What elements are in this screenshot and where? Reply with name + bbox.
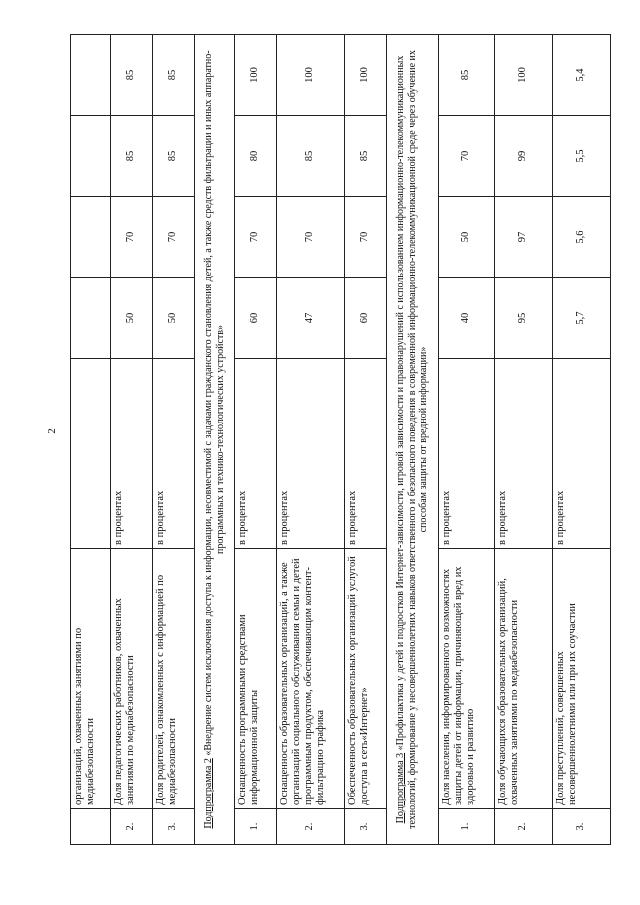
table-row [495, 35, 553, 845]
indicator-name: Обеспеченность образовательных организаций услугой доступа в сеть«Интернет» [345, 549, 387, 809]
value-cell: 100 [495, 35, 553, 116]
row-number: 2. [277, 809, 345, 845]
value-cell: 85 [111, 35, 153, 116]
table-row [439, 35, 495, 845]
row-number [71, 809, 111, 845]
unit-cell: в процентах [235, 359, 277, 549]
value-cell: 50 [153, 278, 195, 359]
value-cell: 100 [235, 35, 277, 116]
value-cell: 60 [235, 278, 277, 359]
table-row [71, 35, 111, 845]
unit-cell [71, 359, 111, 549]
indicator-name: Доля населения, информированного о возможностях защиты детей от информации, причиняющей вред их здоровью и развитию [439, 549, 495, 809]
value-cell: 80 [235, 116, 277, 197]
value-cell: 5,7 [553, 278, 611, 359]
indicator-name: Доля родителей, ознакомленных с информацией по медиабезопасности [153, 549, 195, 809]
row-number: 2. [495, 809, 553, 845]
value-cell: 85 [439, 35, 495, 116]
value-cell: 85 [153, 116, 195, 197]
subprogram-row [387, 35, 439, 845]
value-cell [71, 278, 111, 359]
row-number: 1. [235, 809, 277, 845]
table-row [111, 35, 153, 845]
value-cell: 70 [345, 197, 387, 278]
value-cell: 70 [111, 197, 153, 278]
value-cell [71, 116, 111, 197]
subprogram-3-heading [387, 35, 439, 845]
indicator-name: организаций, охваченных занятиями по медиабезопасности [71, 549, 111, 809]
table-row [235, 35, 277, 845]
value-cell: 70 [277, 197, 345, 278]
indicator-name: Доля преступлений, совершенных несовершеннолетними или при их соучастии [553, 549, 611, 809]
unit-cell: в процентах [553, 359, 611, 549]
rotated-page-content [70, 35, 610, 845]
indicator-name: Доля педагогических работников, охваченных занятиями по медиабезопасности [111, 549, 153, 809]
value-cell: 70 [153, 197, 195, 278]
subprogram-3-text: «Профилактика у детей и подростков Интернет-зависимости, игровой зависимости и правонарушений с использованием информационно-телекоммуникационных технологий, формирование у несовершеннолетних навыков ответственного и безопасного поведения в современной информационно-телекоммуникационной среде через обучение их способам защиты от вредной информации» [395, 50, 430, 829]
value-cell: 99 [495, 116, 553, 197]
page-number: 2 [46, 428, 58, 434]
value-cell [71, 197, 111, 278]
value-cell: 50 [111, 278, 153, 359]
value-cell: 70 [235, 197, 277, 278]
value-cell: 85 [345, 116, 387, 197]
value-cell: 97 [495, 197, 553, 278]
value-cell: 85 [277, 116, 345, 197]
unit-cell: в процентах [439, 359, 495, 549]
subprogram-2-text: «Внедрение систем исключения доступа к информации, несовместимой с задачами гражданского становления детей, а также средств фильтрации и иных аппаратно-программных и технико-технологических устройств» [203, 50, 226, 759]
value-cell: 5,6 [553, 197, 611, 278]
indicators-table [70, 34, 611, 845]
subprogram-3-title: Подпрограмма 3 [395, 752, 407, 824]
subprogram-2-heading [195, 35, 235, 845]
unit-cell: в процентах [345, 359, 387, 549]
subprogram-2-title: Подпрограмма 2 [203, 758, 214, 829]
indicator-name: Оснащенность программными средствами информационной защиты [235, 549, 277, 809]
value-cell: 100 [345, 35, 387, 116]
indicator-name: Оснащенность образовательных организаций, а также организаций социального обслуживания семьи и детей программным продуктом, обеспечивающим контент-фильтрацию трафика [277, 549, 345, 809]
value-cell: 95 [495, 278, 553, 359]
table-row [153, 35, 195, 845]
value-cell: 47 [277, 278, 345, 359]
table-row [345, 35, 387, 845]
value-cell [71, 35, 111, 116]
value-cell: 85 [153, 35, 195, 116]
value-cell: 100 [277, 35, 345, 116]
value-cell: 85 [111, 116, 153, 197]
unit-cell: в процентах [153, 359, 195, 549]
indicator-name: Доля обучающихся образовательных организаций, охваченных занятиями по медиабезопасности [495, 549, 553, 809]
row-number: 1. [439, 809, 495, 845]
row-number: 3. [553, 809, 611, 845]
row-number: 2. [111, 809, 153, 845]
unit-cell: в процентах [111, 359, 153, 549]
unit-cell: в процентах [495, 359, 553, 549]
subprogram-row [195, 35, 235, 845]
table-row [277, 35, 345, 845]
value-cell: 5,5 [553, 116, 611, 197]
row-number: 3. [345, 809, 387, 845]
value-cell: 40 [439, 278, 495, 359]
unit-cell: в процентах [277, 359, 345, 549]
value-cell: 50 [439, 197, 495, 278]
value-cell: 60 [345, 278, 387, 359]
row-number: 3. [153, 809, 195, 845]
table-row [553, 35, 611, 845]
value-cell: 70 [439, 116, 495, 197]
value-cell: 5,4 [553, 35, 611, 116]
